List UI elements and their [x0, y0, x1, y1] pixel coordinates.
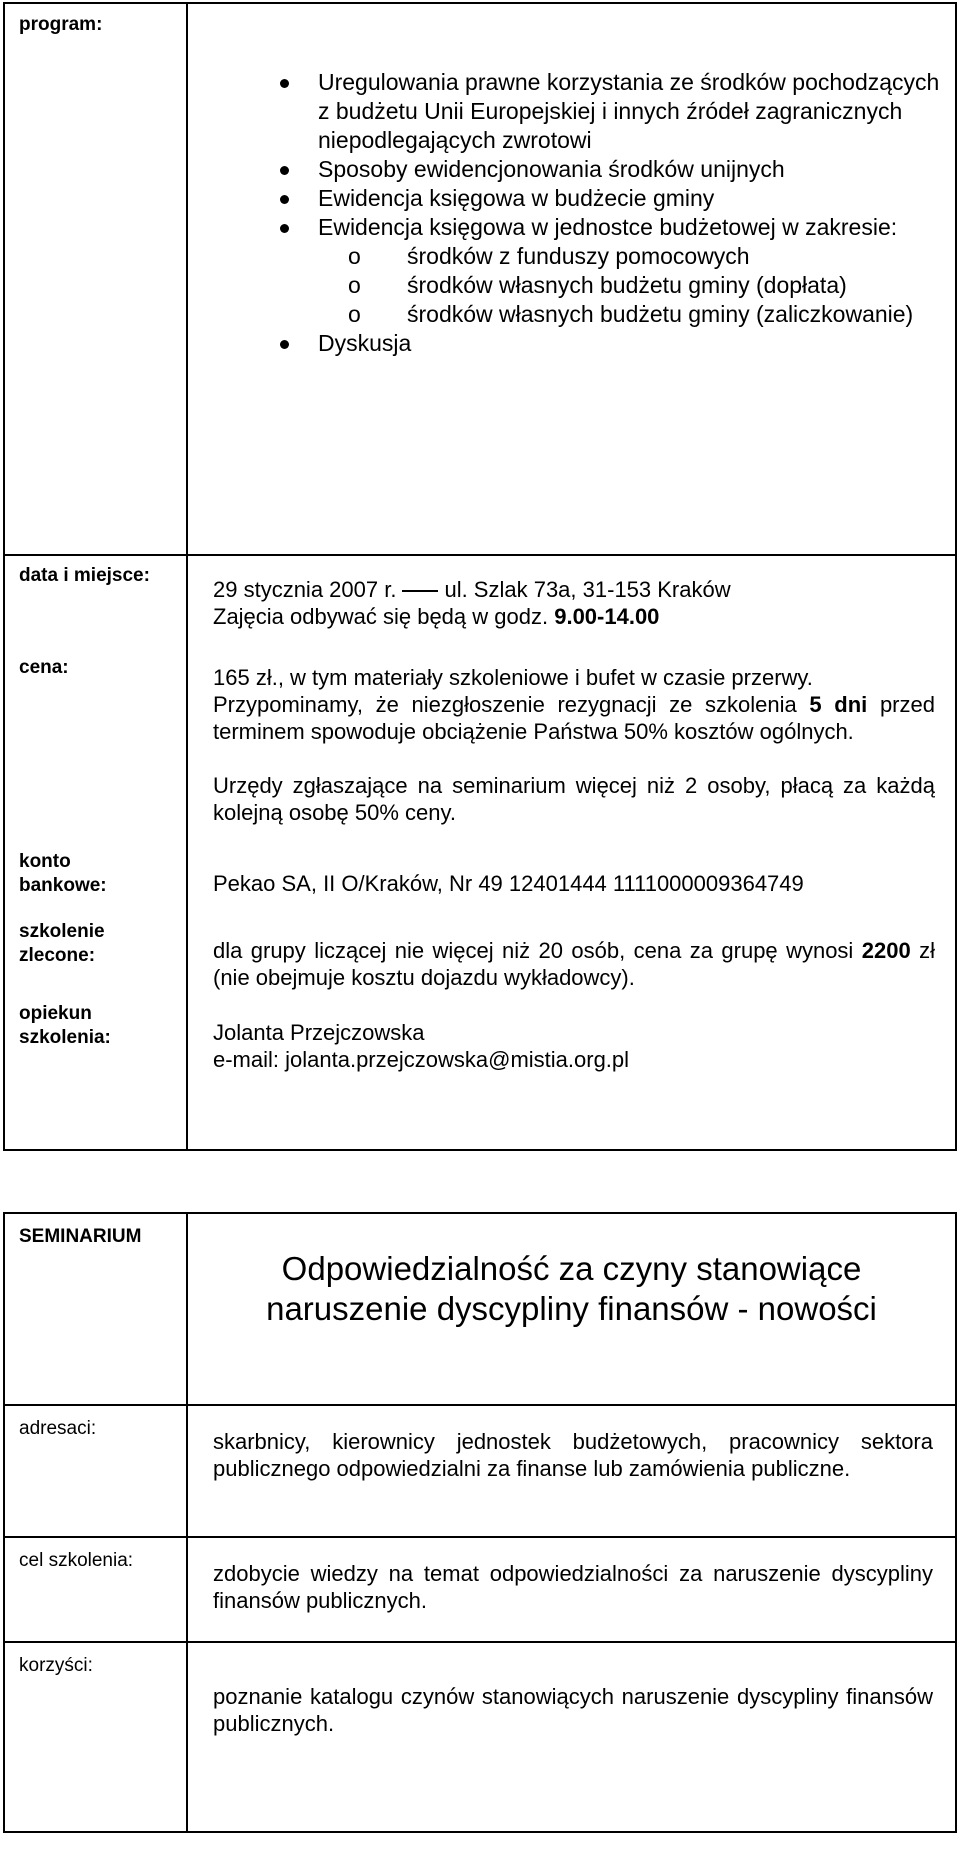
hours-value: 9.00-14.00 [554, 604, 660, 629]
ordered-text [213, 937, 935, 991]
goal-label-cell [4, 1537, 187, 1642]
program-item-text: Ewidencja księgowa w jednostce budżetowej w zakresie: [318, 214, 898, 240]
program-subitem [348, 271, 955, 300]
program-item-text: Dyskusja [318, 330, 412, 356]
audience-label-cell [4, 1405, 187, 1537]
ordered-a: dla grupy liczącej nie więcej niż 20 osób, cena za grupę wynosi [213, 938, 854, 963]
guardian-name: Jolanta Przejczowska [213, 1020, 425, 1045]
price-label: cena: [19, 657, 69, 678]
audience-cell [187, 1405, 956, 1537]
audience-text: skarbnicy, kierownicy jednostek budżetowych, pracownicy sektora publicznego odpowiedzialni za finanse lub zamówienia publiczne. [213, 1429, 933, 1481]
goal-label: cel szkolenia: [19, 1550, 134, 1571]
program-item [288, 329, 955, 358]
price-line: 165 zł., w tym materiały szkoleniowe i bufet w czasie przerwy. [213, 665, 813, 690]
seminar-table [3, 1212, 957, 1833]
bullet-icon [280, 340, 289, 349]
program-label-cell [4, 3, 187, 555]
ordered-b: zł (nie obejmuje kosztu dojazdu wykładowcy). [213, 938, 935, 990]
program-subitem [348, 300, 955, 329]
goal-text: zdobycie wiedzy na temat odpowiedzialności za naruszenie dyscypliny finansów publicznych. [213, 1561, 933, 1613]
program-item-text: Uregulowania prawne korzystania ze środków pochodzących z budżetu Unii Europejskiej i innych źródeł zagranicznych niepodlegających zwrotowi [318, 69, 940, 153]
bullet-icon [280, 166, 289, 175]
program-sublist [318, 242, 955, 329]
program-list [188, 68, 955, 358]
ordered-label-1: szkolenie [19, 921, 105, 942]
bullet-icon [280, 79, 289, 88]
program-item-text: Ewidencja księgowa w budżecie gminy [318, 185, 715, 211]
offices-text: Urzędy zgłaszające na seminarium więcej niż 2 osoby, płacą za każdą kolejną osobę 50% ceny. [213, 773, 935, 825]
program-item-text: Sposoby ewidencjonowania środków unijnych [318, 156, 785, 182]
info-labels-cell [4, 555, 187, 1150]
seminar-label-cell [4, 1213, 187, 1405]
benefits-label: korzyści: [19, 1655, 93, 1676]
benefits-text: poznanie katalogu czynów stanowiących naruszenie dyscypliny finansów publicznych. [213, 1684, 933, 1736]
benefits-label-cell [4, 1642, 187, 1832]
info-cell [187, 555, 956, 1150]
bullet-icon [280, 195, 289, 204]
hours-prefix: Zajęcia odbywać się będą w godz. [213, 604, 549, 629]
date-line [213, 576, 935, 603]
program-subitem-text: środków własnych budżetu gminy (dopłata) [407, 272, 847, 298]
ordered-label-2: zlecone: [19, 945, 96, 966]
goal-cell [187, 1537, 956, 1642]
course-info-table [3, 2, 957, 1151]
seminar-title-cell [187, 1213, 956, 1405]
seminar-title-line-2: naruszenie dyscypliny finansów - nowości [266, 1290, 877, 1327]
hours-line [213, 603, 935, 630]
account-label-2: bankowe: [19, 875, 107, 896]
program-cell [187, 3, 956, 555]
reminder-text [213, 691, 935, 745]
program-item [288, 184, 955, 213]
guardian-label-1: opiekun [19, 1003, 92, 1024]
program-subitem [348, 242, 955, 271]
ordered-price: 2200 [861, 938, 911, 963]
program-subitem-text: środków z funduszy pomocowych [407, 243, 750, 269]
program-item [288, 213, 955, 329]
account-text: Pekao SA, II O/Kraków, Nr 49 12401444 1111000009364749 [213, 871, 804, 896]
date-text: 29 stycznia 2007 r. [213, 577, 397, 602]
seminar-label: SEMINARIUM [19, 1226, 142, 1247]
circle-bullet-icon: o [348, 272, 361, 298]
date-place-label: data i miejsce: [19, 565, 150, 586]
address-text: ul. Szlak 73a, 31-153 Kraków [444, 577, 731, 602]
account-label-1: konto [19, 851, 71, 872]
guardian-label-2: szkolenia: [19, 1027, 111, 1048]
reminder-days: 5 dni [809, 692, 868, 717]
seminar-title [188, 1214, 955, 1329]
dash-line [402, 590, 438, 592]
benefits-cell [187, 1642, 956, 1832]
circle-bullet-icon: o [348, 301, 361, 327]
reminder-a: Przypominamy, że niezgłoszenie rezygnacji ze szkolenia [213, 692, 797, 717]
reminder-b: przed terminem spowoduje obciążenie Państwa 50% kosztów ogólnych. [213, 692, 935, 744]
circle-bullet-icon: o [348, 243, 361, 269]
bullet-icon [280, 224, 289, 233]
audience-label: adresaci: [19, 1418, 97, 1439]
program-subitem-text: środków własnych budżetu gminy (zaliczkowanie) [407, 301, 914, 327]
program-item [288, 155, 955, 184]
program-item [288, 68, 955, 155]
seminar-title-line-1: Odpowiedzialność za czyny stanowiące [281, 1250, 862, 1287]
program-label: program: [19, 14, 103, 35]
guardian-email[interactable]: e-mail: jolanta.przejczowska@mistia.org.pl [213, 1047, 630, 1072]
